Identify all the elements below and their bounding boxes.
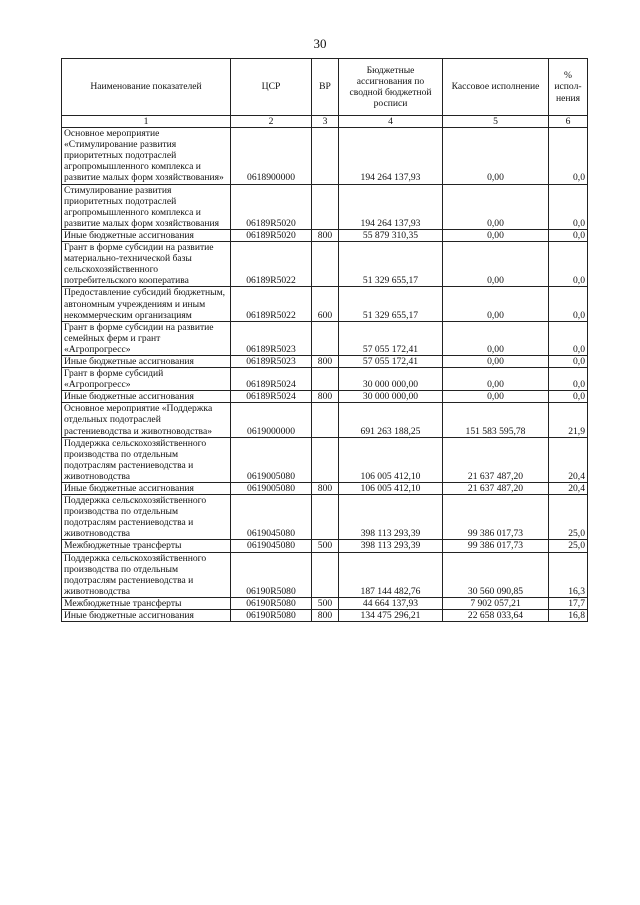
row-execution-cell: 151 583 595,78 [443,403,549,437]
row-name-cell: Поддержка сельскохозяйственного производства по отдельным подотраслям растениеводства и животноводства [62,437,231,482]
row-percent-cell: 20,4 [549,437,588,482]
table-row [62,321,588,355]
row-name-cell: Грант в форме субсидии на развитие материально-технической базы сельскохозяйственного потребительского кооператива [62,242,231,287]
row-vr-cell [312,184,339,229]
header-name: Наименование показателей [62,59,231,116]
row-vr-cell: 600 [312,287,339,321]
row-csr-cell: 06189R5020 [231,229,312,241]
row-vr-cell [312,368,339,391]
header-row [62,59,588,116]
row-vr-cell [312,242,339,287]
row-vr-cell [312,403,339,437]
row-vr-cell: 500 [312,540,339,552]
row-name-cell: Грант в форме субсидий «Агропрогресс» [62,368,231,391]
header-csr: ЦСР [231,59,312,116]
row-percent-cell: 0,0 [549,355,588,367]
row-budget-cell: 57 055 172,41 [339,355,443,367]
row-name-cell: Иные бюджетные ассигнования [62,229,231,241]
row-vr-cell [312,437,339,482]
header-execution: Кассовое исполнение [443,59,549,116]
table-row [62,540,588,552]
row-name-cell: Иные бюджетные ассигнования [62,391,231,403]
table-row [62,368,588,391]
column-number: 2 [231,116,312,128]
row-budget-cell: 30 000 000,00 [339,368,443,391]
row-percent-cell: 16,8 [549,610,588,622]
budget-execution-table [61,58,588,622]
row-name-cell: Межбюджетные трансферты [62,540,231,552]
row-budget-cell: 57 055 172,41 [339,321,443,355]
table-row [62,597,588,609]
row-name-cell: Межбюджетные трансферты [62,597,231,609]
row-execution-cell: 21 637 487,20 [443,437,549,482]
column-number: 4 [339,116,443,128]
table-row [62,128,588,184]
row-vr-cell: 800 [312,483,339,495]
row-csr-cell: 06190R5080 [231,610,312,622]
row-percent-cell: 0,0 [549,287,588,321]
row-vr-cell: 800 [312,391,339,403]
table-row [62,391,588,403]
table-row [62,495,588,540]
row-execution-cell: 0,00 [443,128,549,184]
row-budget-cell: 51 329 655,17 [339,242,443,287]
row-execution-cell: 99 386 017,73 [443,540,549,552]
row-percent-cell: 0,0 [549,229,588,241]
row-csr-cell: 06189R5023 [231,355,312,367]
row-name-cell: Стимулирование развития приоритетных подотраслей агропромышленного комплекса и развитие малых форм хозяйствования [62,184,231,229]
row-name-cell: Иные бюджетные ассигнования [62,355,231,367]
row-csr-cell: 06190R5080 [231,552,312,597]
row-csr-cell: 06189R5024 [231,391,312,403]
row-percent-cell: 21,9 [549,403,588,437]
page-number: 30 [313,36,327,51]
row-execution-cell: 0,00 [443,184,549,229]
row-budget-cell: 51 329 655,17 [339,287,443,321]
row-name-cell: Поддержка сельскохозяйственного производства по отдельным подотраслям растениеводства и животноводства [62,495,231,540]
row-budget-cell: 398 113 293,39 [339,495,443,540]
header-vr: ВР [312,59,339,116]
row-percent-cell: 0,0 [549,321,588,355]
row-budget-cell: 691 263 188,25 [339,403,443,437]
row-vr-cell: 800 [312,229,339,241]
row-csr-cell: 06189R5023 [231,321,312,355]
row-csr-cell: 06189R5022 [231,287,312,321]
row-vr-cell [312,495,339,540]
row-execution-cell: 22 658 033,64 [443,610,549,622]
column-number-row [62,116,588,128]
row-percent-cell: 0,0 [549,184,588,229]
row-csr-cell: 06190R5080 [231,597,312,609]
table-row [62,287,588,321]
row-vr-cell: 800 [312,355,339,367]
row-percent-cell: 20,4 [549,483,588,495]
row-execution-cell: 0,00 [443,229,549,241]
row-name-cell: Предоставление субсидий бюджетным, автономным учреждениям и иным некоммерческим организациям [62,287,231,321]
row-execution-cell: 30 560 090,85 [443,552,549,597]
table-row [62,610,588,622]
row-percent-cell: 0,0 [549,368,588,391]
row-percent-cell: 0,0 [549,128,588,184]
column-number: 5 [443,116,549,128]
row-percent-cell: 25,0 [549,495,588,540]
row-execution-cell: 21 637 487,20 [443,483,549,495]
column-number: 3 [312,116,339,128]
row-budget-cell: 187 144 482,76 [339,552,443,597]
row-percent-cell: 17,7 [549,597,588,609]
row-csr-cell: 0619045080 [231,540,312,552]
row-budget-cell: 106 005 412,10 [339,437,443,482]
row-budget-cell: 55 879 310,35 [339,229,443,241]
row-budget-cell: 134 475 296,21 [339,610,443,622]
row-csr-cell: 0618900000 [231,128,312,184]
row-vr-cell: 800 [312,610,339,622]
row-execution-cell: 0,00 [443,242,549,287]
table-row [62,483,588,495]
table-row [62,242,588,287]
column-number: 6 [549,116,588,128]
table-row [62,437,588,482]
row-csr-cell: 06189R5022 [231,242,312,287]
column-number: 1 [62,116,231,128]
row-execution-cell: 0,00 [443,321,549,355]
row-budget-cell: 44 664 137,93 [339,597,443,609]
row-name-cell: Иные бюджетные ассигнования [62,483,231,495]
row-name-cell: Поддержка сельскохозяйственного производства по отдельным подотраслям растениеводства и животноводства [62,552,231,597]
row-budget-cell: 194 264 137,93 [339,184,443,229]
row-csr-cell: 06189R5024 [231,368,312,391]
table-row [62,552,588,597]
row-vr-cell [312,128,339,184]
row-budget-cell: 30 000 000,00 [339,391,443,403]
header-percent: % испол-нения [549,59,588,116]
row-name-cell: Основное мероприятие «Поддержка отдельных подотраслей растениеводства и животноводства» [62,403,231,437]
table-row [62,403,588,437]
row-vr-cell: 500 [312,597,339,609]
row-percent-cell: 16,3 [549,552,588,597]
row-csr-cell: 0619000000 [231,403,312,437]
row-budget-cell: 194 264 137,93 [339,128,443,184]
row-csr-cell: 0619005080 [231,483,312,495]
row-name-cell: Основное мероприятие «Стимулирование развития приоритетных подотраслей агропромышленного комплекса и развитие малых форм хозяйствования» [62,128,231,184]
row-execution-cell: 0,00 [443,368,549,391]
row-vr-cell [312,321,339,355]
row-percent-cell: 25,0 [549,540,588,552]
table-row [62,355,588,367]
header-budget: Бюджетные ассигнования по сводной бюджетной росписи [339,59,443,116]
table-row [62,184,588,229]
row-percent-cell: 0,0 [549,242,588,287]
row-budget-cell: 106 005 412,10 [339,483,443,495]
row-name-cell: Грант в форме субсидии на развитие семейных ферм и грант «Агропрогресс» [62,321,231,355]
row-csr-cell: 06189R5020 [231,184,312,229]
row-execution-cell: 7 902 057,21 [443,597,549,609]
row-percent-cell: 0,0 [549,391,588,403]
table-row [62,229,588,241]
row-execution-cell: 0,00 [443,391,549,403]
row-execution-cell: 99 386 017,73 [443,495,549,540]
row-csr-cell: 0619005080 [231,437,312,482]
row-vr-cell [312,552,339,597]
row-budget-cell: 398 113 293,39 [339,540,443,552]
row-execution-cell: 0,00 [443,355,549,367]
row-execution-cell: 0,00 [443,287,549,321]
row-csr-cell: 0619045080 [231,495,312,540]
row-name-cell: Иные бюджетные ассигнования [62,610,231,622]
